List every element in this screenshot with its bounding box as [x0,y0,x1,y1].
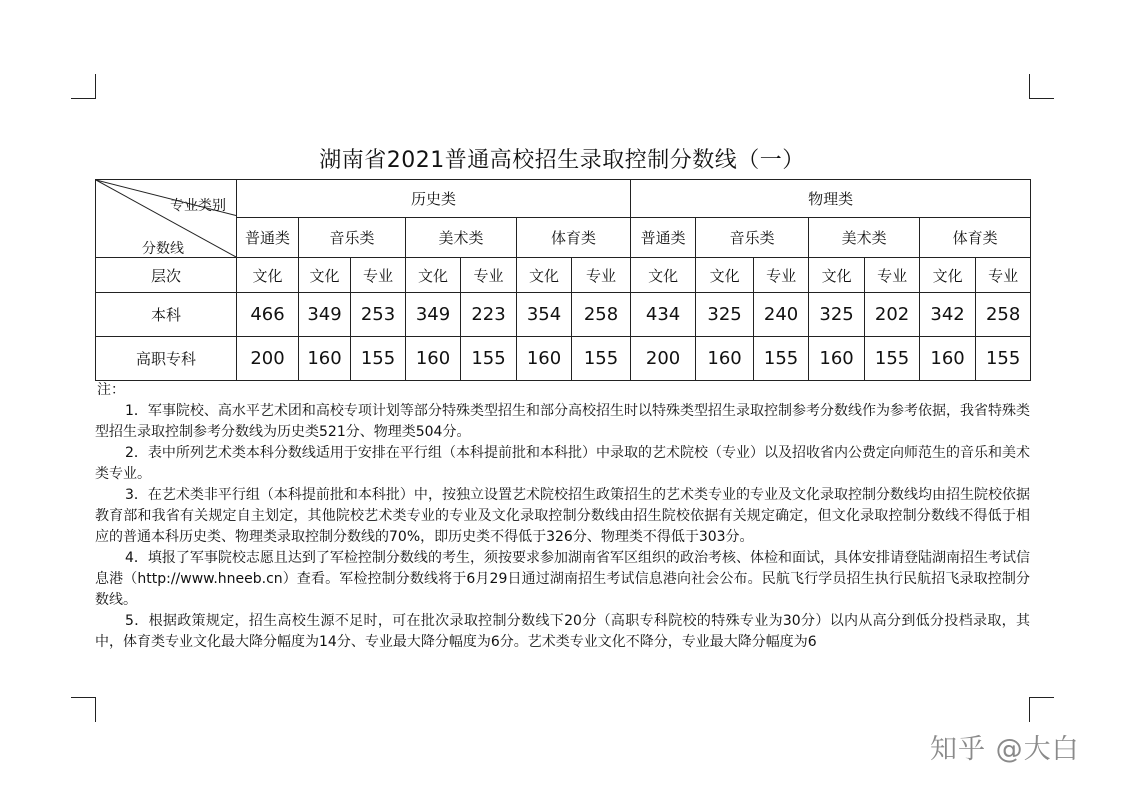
physics-sport-header: 体育类 [920,218,1031,258]
physics-music-header: 音乐类 [696,218,809,258]
score-cell: 342 [920,293,976,337]
row-label: 高职专科 [96,337,237,381]
col-type: 专业 [865,258,920,293]
score-cell: 155 [865,337,920,381]
score-cell: 434 [631,293,696,337]
page-title: 湖南省2021普通高校招生录取控制分数线（一） [319,148,805,173]
score-cell: 223 [461,293,517,337]
score-cell: 202 [865,293,920,337]
score-cell: 258 [976,293,1031,337]
col-type: 文化 [920,258,976,293]
score-cell: 466 [237,293,299,337]
score-cell: 155 [351,337,406,381]
history-general-header: 普通类 [237,218,299,258]
table-row-vocational [96,337,1031,381]
score-cell: 240 [754,293,809,337]
history-art-header: 美术类 [406,218,517,258]
col-type: 文化 [696,258,754,293]
score-cell: 155 [572,337,631,381]
corner-label-level: 层次 [96,258,237,293]
score-table [95,179,1031,381]
score-cell: 354 [517,293,572,337]
score-cell: 349 [406,293,461,337]
score-cell: 160 [696,337,754,381]
col-type: 文化 [237,258,299,293]
score-cell: 155 [754,337,809,381]
crop-mark-top-left [71,74,96,99]
col-type: 专业 [754,258,809,293]
group-header-history: 历史类 [237,180,631,218]
score-cell: 160 [517,337,572,381]
notes-label: 注： [97,382,125,398]
score-cell: 325 [696,293,754,337]
col-type: 文化 [299,258,351,293]
physics-art-header: 美术类 [809,218,920,258]
col-type: 专业 [976,258,1031,293]
physics-general-header: 普通类 [631,218,696,258]
crop-mark-top-right [1029,74,1054,99]
notes-section [95,380,1030,653]
history-music-header: 音乐类 [299,218,406,258]
crop-mark-bottom-left [71,697,96,722]
col-type: 文化 [631,258,696,293]
note-item: 2．表中所列艺术类本科分数线适用于安排在平行组（本科提前批和本科批）中录取的艺术院校（专业）以及招收省内公费定向师范生的音乐和美术类专业。 [95,445,1030,482]
diagonal-header-cell [96,180,237,258]
note-item: 5．根据政策规定，招生高校生源不足时，可在批次录取控制分数线下20分（高职专科院校的特殊专业为30分）以内从高分到低分投档录取，其中，体育类专业文化最大降分幅度为14分、专业最大降分幅度为6分。艺术类专业文化不降分，专业最大降分幅度为6 [95,613,1030,650]
score-cell: 160 [299,337,351,381]
watermark: 知乎 @大白 [930,734,1080,765]
group-header-physics: 物理类 [631,180,1031,218]
col-type: 专业 [572,258,631,293]
score-cell: 258 [572,293,631,337]
score-cell: 160 [406,337,461,381]
score-cell: 349 [299,293,351,337]
score-cell: 160 [809,337,865,381]
col-type: 文化 [406,258,461,293]
note-item: 3．在艺术类非平行组（本科提前批和本科批）中，按独立设置艺术院校招生政策招生的艺术类专业的专业及文化录取控制分数线均由招生院校依据教育部和我省有关规定自主划定，其他院校艺术类专业的专业及文化录取控制分数线由招生院校依据有关规定确定，但文化录取控制分数线不得低于相应的普通本科历史类、物理类录取控制分数线的70%，即历史类不得低于326分、物理类不得低于303分。 [95,487,1030,545]
score-cell: 160 [920,337,976,381]
table-row-undergraduate [96,293,1031,337]
score-cell: 325 [809,293,865,337]
row-label: 本科 [96,293,237,337]
col-type: 专业 [351,258,406,293]
score-cell: 253 [351,293,406,337]
history-sport-header: 体育类 [517,218,631,258]
col-type: 文化 [517,258,572,293]
crop-mark-bottom-right [1029,697,1054,722]
score-cell: 155 [461,337,517,381]
score-cell: 155 [976,337,1031,381]
score-cell: 200 [631,337,696,381]
corner-label-category: 专业类别 [170,198,226,214]
note-item: 4．填报了军事院校志愿且达到了军检控制分数线的考生，须按要求参加湖南省军区组织的政治考核、体检和面试，具体安排请登陆湖南招生考试信息港（http://www.hneeb.cn）查看。军检控制分数线将于6月29日通过湖南招生考试信息港向社会公布。民航飞行学员招生执行民航招飞录取控制分数线。 [95,550,1030,608]
note-item: 1．军事院校、高水平艺术团和高校专项计划等部分特殊类型招生和部分高校招生时以特殊类型招生录取控制参考分数线作为参考依据，我省特殊类型招生录取控制参考分数线为历史类521分、物理类504分。 [95,403,1030,440]
corner-label-score: 分数线 [142,241,184,257]
col-type: 专业 [461,258,517,293]
col-type: 文化 [809,258,865,293]
score-cell: 200 [237,337,299,381]
